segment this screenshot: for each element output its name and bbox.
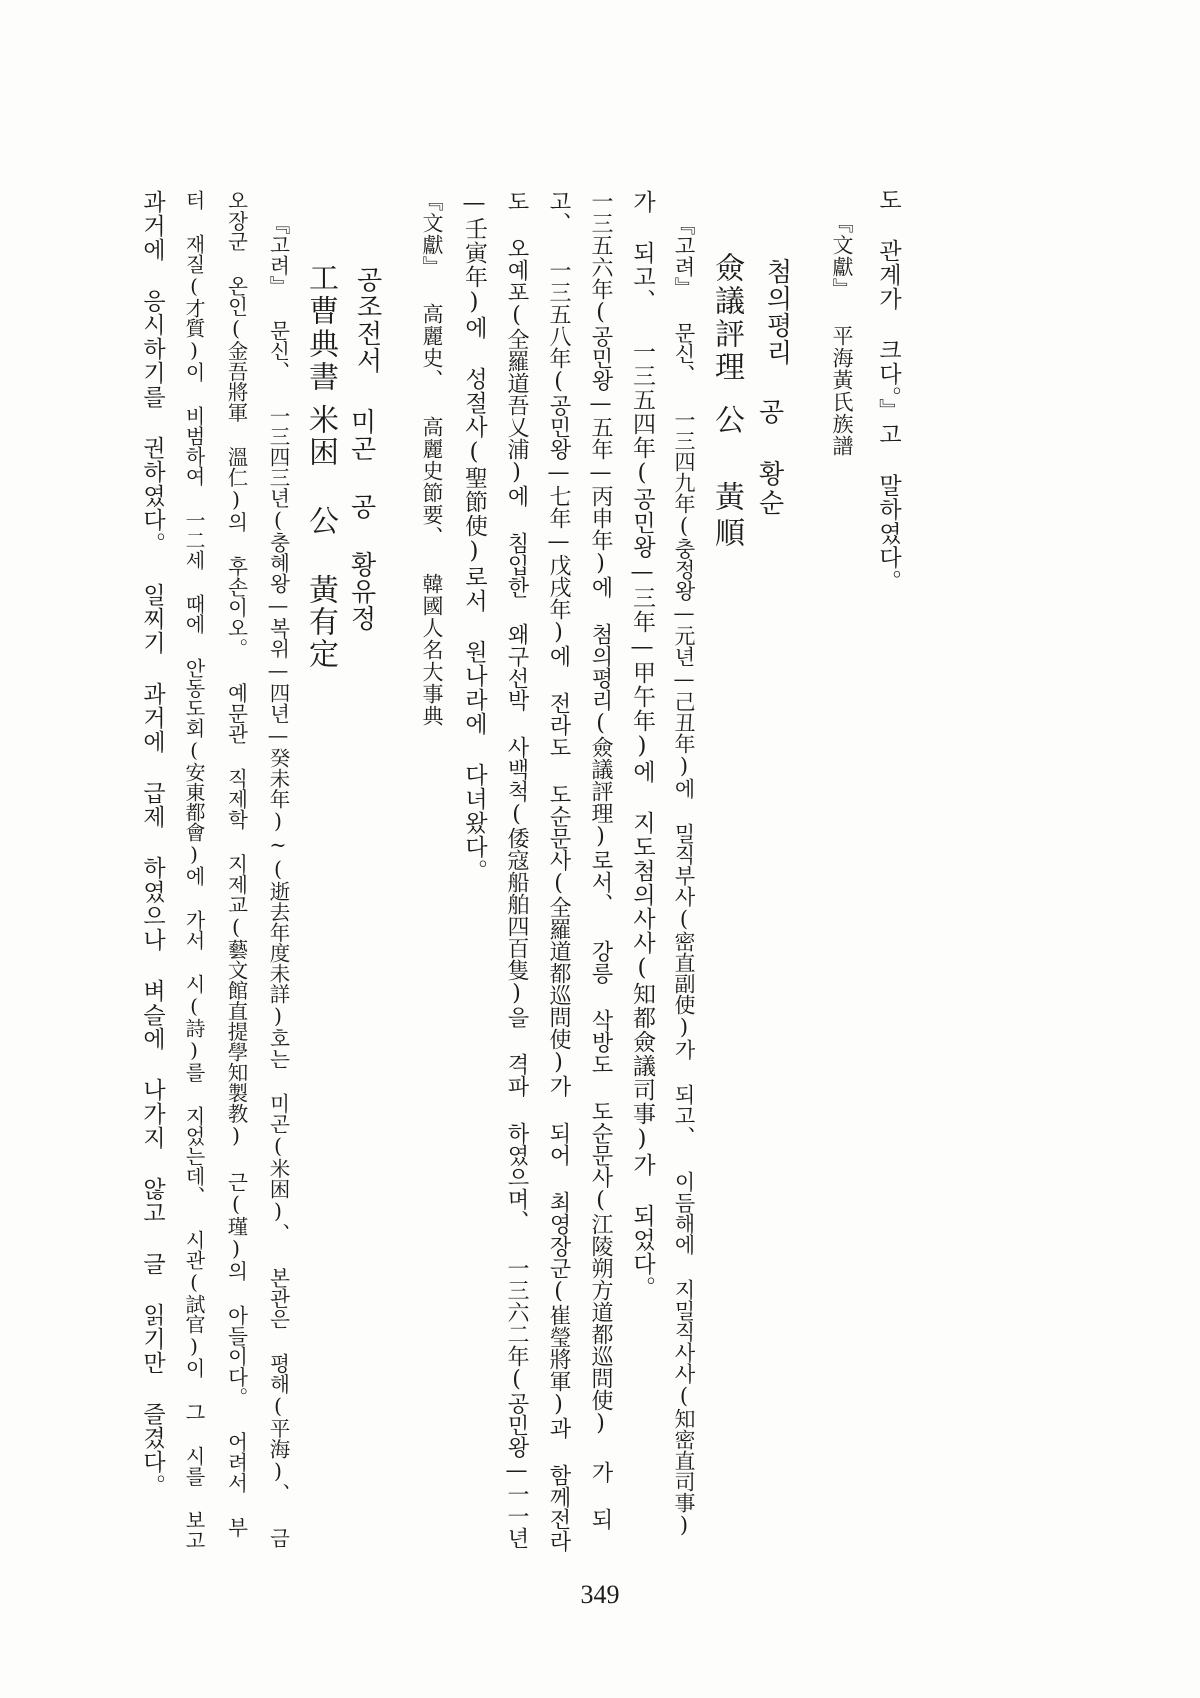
body-line: 과거에 응시하기를 권하였다。 일찌기 과거에 급제 하였으나 벼슬에 나가지 않고 글 읽기만 즐겼다。 — [139, 190, 165, 1498]
source-line: 『文獻』 高麗史、 高麗史節要、 韓國人名大事典 — [420, 190, 444, 727]
body-line: 고、 一三五八年(공민왕—七年—戊戌年)에 전라도 도순문사(全羅道都巡問使)가 되어 최영장군(崔瑩將軍)과 함께전라 — [546, 190, 571, 1552]
entry-heading-title: 僉議評理 — [709, 252, 744, 384]
entry-heading-name: 米困 公 黃有定 — [303, 404, 338, 670]
text-line: 도 관계가 크다。』고 말하였다。 — [875, 188, 901, 594]
body-line: —壬寅年)에 성절사(聖節使)로서 원나라에 다녀왔다。 — [461, 190, 487, 883]
page-number: 349 — [580, 1580, 620, 1609]
entry-heading-name: 公 黃順 — [709, 404, 744, 553]
heading-ruby-name: 미곤 공 황유정 — [346, 408, 376, 632]
heading-ruby-title: 공조전서 — [352, 266, 382, 374]
body-line: 터 재질(才質)이 비범하여 一二세 때에 안동도회(安東都會)에 가서 시(詩)를 지었는데、 시관(試官)이 그 시를 보고 — [182, 190, 206, 1550]
body-line: 『고려』 문신、 一三四三년(충혜왕—복위—四년—癸未年)~(逝去年度未詳)호는 미곤(米困)、 본관은 평해(平海)、 금 — [266, 214, 290, 1548]
body-line: 오장군 온인(金吾將軍 溫仁)의 후손이오。 예문관 직제학 지제교(藝文館直提學知製教) 근(瑾)의 아들이다。 어려서 부 — [224, 190, 248, 1538]
heading-ruby-name: 공 황순 — [754, 398, 784, 518]
entry-heading-title: 工曹典書 — [303, 262, 338, 394]
heading-ruby-title: 첨의평리 — [762, 258, 792, 366]
body-line: 一三五六年(공민왕—五年—丙申年)에 첨의평리(僉議評理)로서、 강릉 삭방도 도순문사(江陵朔方道都巡問使) 가 되 — [588, 190, 613, 1530]
source-line: 『文獻』 平海黃氏族譜 — [830, 212, 854, 457]
body-line: 도 오예포(全羅道吾乂浦)에 침입한 왜구선박 사백척(倭寇船舶四百隻)을 격파 하였으며、 一三六二年(공민왕—一一년 — [504, 190, 529, 1549]
body-line: 『고려』 문신、 一三四九年(충정왕—元년—己丑年)에 밀직부사(密直副使)가 되고、 이듬해에 지밀직사사(知密直司事) — [672, 214, 696, 1537]
body-line: 가 되고、 一三五四年(공민왕—三年—甲午年)에 지도첨의사사(知都僉議司事)가 되었다。 — [629, 190, 655, 1300]
